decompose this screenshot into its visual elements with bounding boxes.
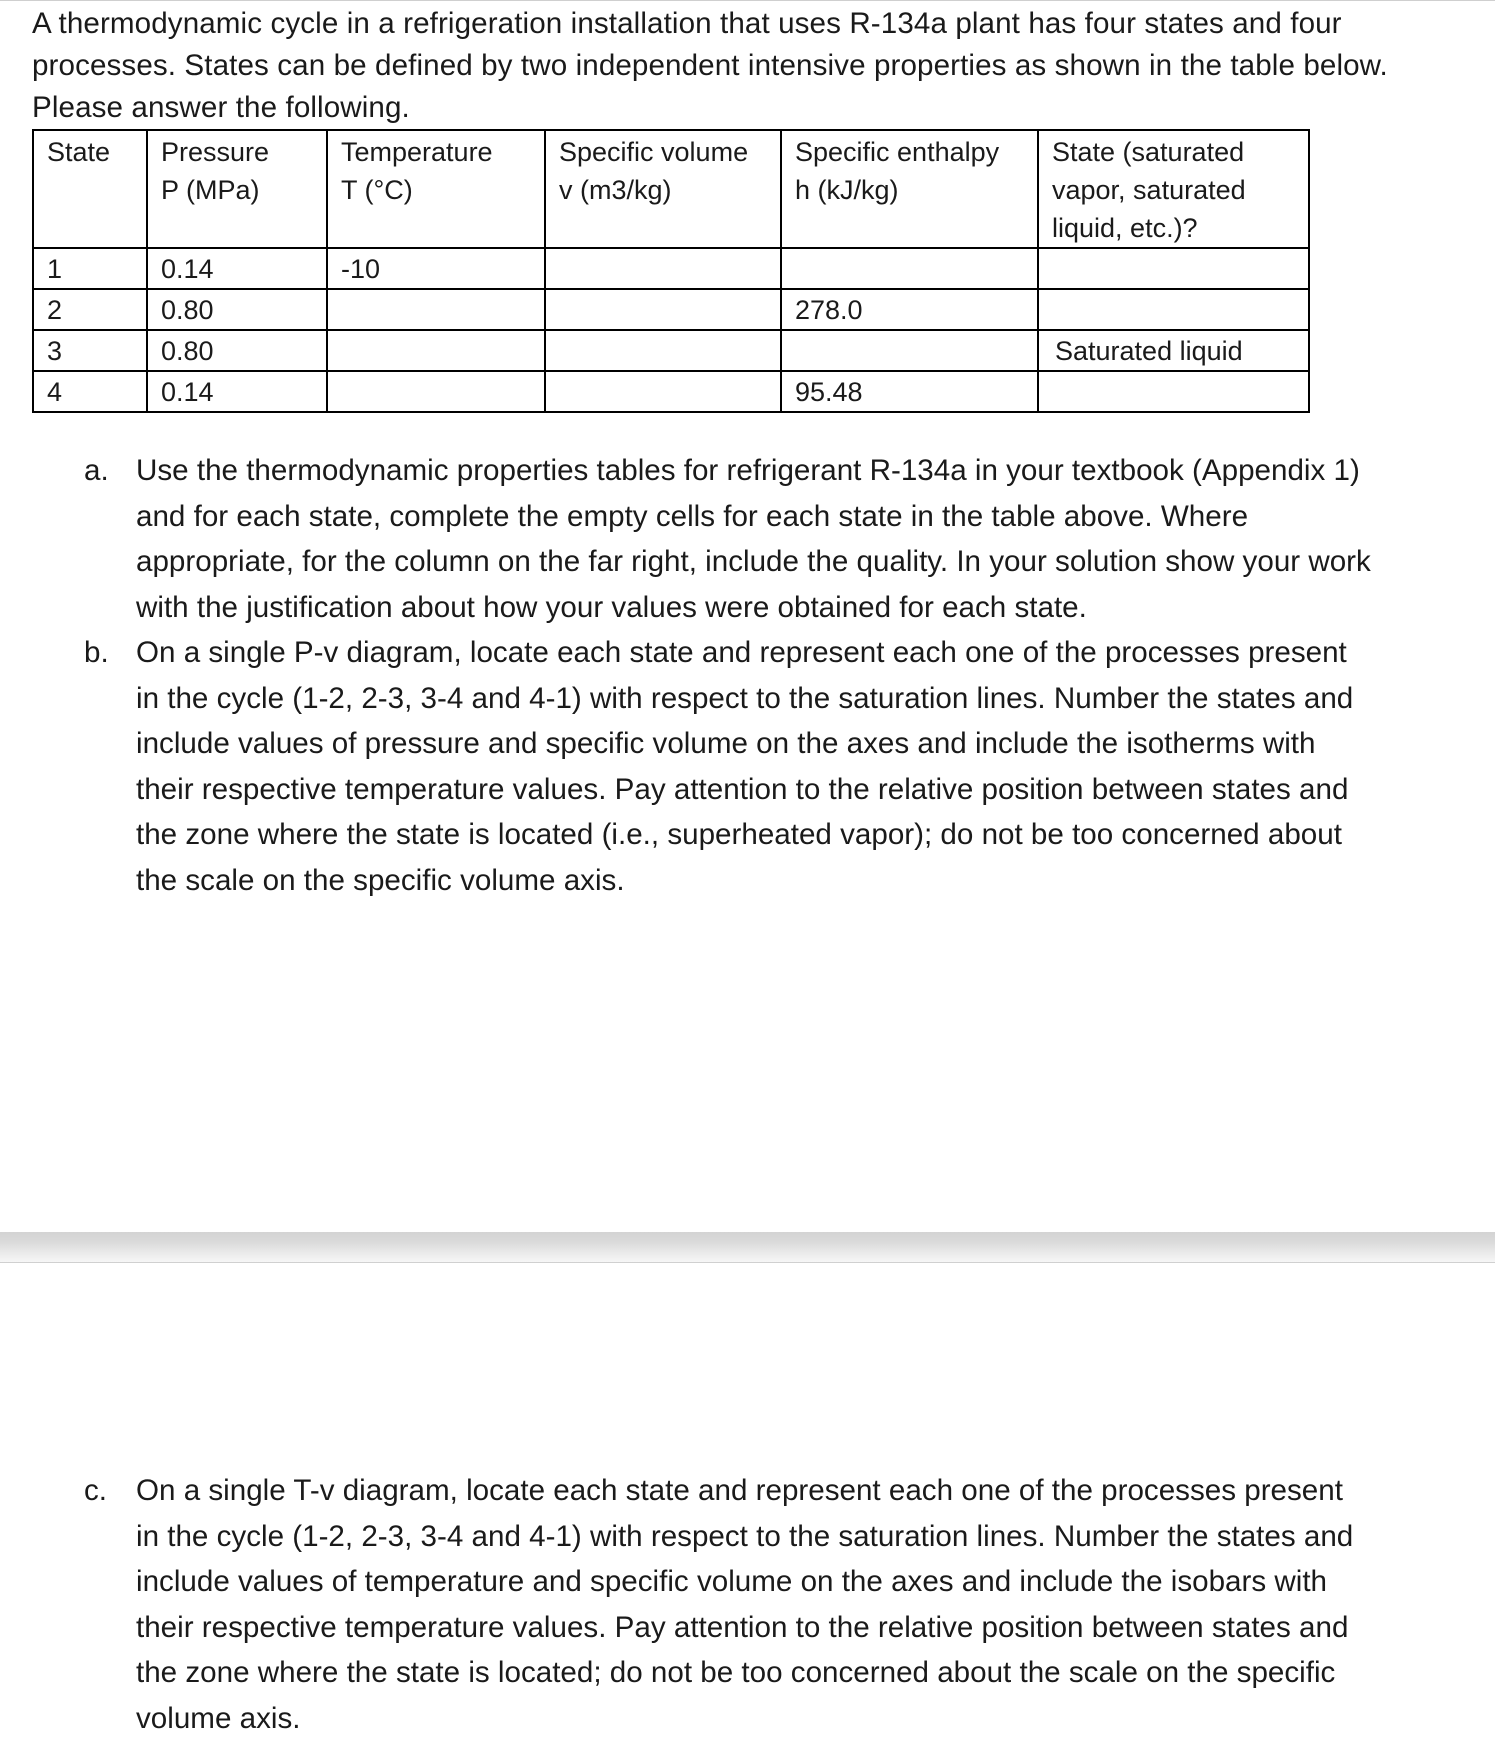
- cell-specific-enthalpy: 278.0: [781, 289, 1038, 330]
- cell-phase: Saturated liquid: [1038, 330, 1309, 371]
- cell-phase: [1038, 371, 1309, 412]
- question-b: [84, 630, 1374, 903]
- cell-specific-volume: [545, 289, 781, 330]
- header-pressure: Pressure P (MPa): [147, 130, 327, 248]
- cell-specific-volume: [545, 248, 781, 289]
- cell-specific-enthalpy: 95.48: [781, 371, 1038, 412]
- cell-temperature: [327, 330, 545, 371]
- properties-table: [32, 129, 1310, 413]
- table-row: [33, 371, 1309, 412]
- question-text: Use the thermodynamic properties tables for refrigerant R-134a in your textbook (Appendix 1) and for each state, complete the empty cells for each state in the table above. Where appropriate, for the column on the far right, include the quality. In your solution show your work with the justification about how your values were obtained for each state.: [136, 454, 1371, 624]
- header-phase: State (saturated vapor, saturated liquid, etc.)?: [1038, 130, 1309, 248]
- cell-state: 3: [33, 330, 147, 371]
- question-marker: a.: [84, 454, 109, 487]
- question-marker: b.: [84, 636, 109, 669]
- page-break: [0, 1232, 1495, 1262]
- table-row: [33, 248, 1309, 289]
- cell-specific-enthalpy: [781, 248, 1038, 289]
- table-row: [33, 330, 1309, 371]
- cell-phase: [1038, 248, 1309, 289]
- problem-intro: A thermodynamic cycle in a refrigeration installation that uses R-134a plant has four states and four processes. States can be defined by two independent intensive properties as shown in the table below. Please answer the following.: [32, 7, 1388, 124]
- cell-state: 2: [33, 289, 147, 330]
- cell-state: 4: [33, 371, 147, 412]
- cell-pressure: 0.80: [147, 289, 327, 330]
- table-row: [33, 289, 1309, 330]
- cell-specific-enthalpy: [781, 330, 1038, 371]
- question-list-ab: [84, 448, 1374, 903]
- question-text: On a single T-v diagram, locate each state and represent each one of the processes present in the cycle (1-2, 2-3, 3-4 and 4-1) with respect to the saturation lines. Number the states and include values of temperature and specific volume on the axes and include the isobars with their respective temperature values. Pay attention to the relative position between states and the zone where the state is located; do not be too concerned about the scale on the specific volume axis.: [136, 1474, 1354, 1735]
- question-c: [84, 1468, 1374, 1741]
- question-a: [84, 448, 1374, 630]
- table-header-row: [33, 130, 1309, 248]
- cell-pressure: 0.14: [147, 371, 327, 412]
- cell-specific-volume: [545, 371, 781, 412]
- header-state: State: [33, 130, 147, 248]
- question-marker: c.: [84, 1474, 108, 1507]
- cell-temperature: -10: [327, 248, 545, 289]
- cell-phase: [1038, 289, 1309, 330]
- header-specific-volume: Specific volume v (m3/kg): [545, 130, 781, 248]
- header-temperature: Temperature T (°C): [327, 130, 545, 248]
- cell-pressure: 0.14: [147, 248, 327, 289]
- cell-state: 1: [33, 248, 147, 289]
- question-text: On a single P-v diagram, locate each state and represent each one of the processes present in the cycle (1-2, 2-3, 3-4 and 4-1) with respect to the saturation lines. Number the states and include values of pressure and specific volume on the axes and include the isotherms with their respective temperature values. Pay attention to the relative position between states and the zone where the state is located (i.e., superheated vapor); do not be too concerned about the scale on the specific volume axis.: [136, 636, 1354, 897]
- cell-temperature: [327, 371, 545, 412]
- question-list-c: [84, 1468, 1374, 1741]
- header-specific-enthalpy: Specific enthalpy h (kJ/kg): [781, 130, 1038, 248]
- cell-specific-volume: [545, 330, 781, 371]
- cell-pressure: 0.80: [147, 330, 327, 371]
- cell-temperature: [327, 289, 545, 330]
